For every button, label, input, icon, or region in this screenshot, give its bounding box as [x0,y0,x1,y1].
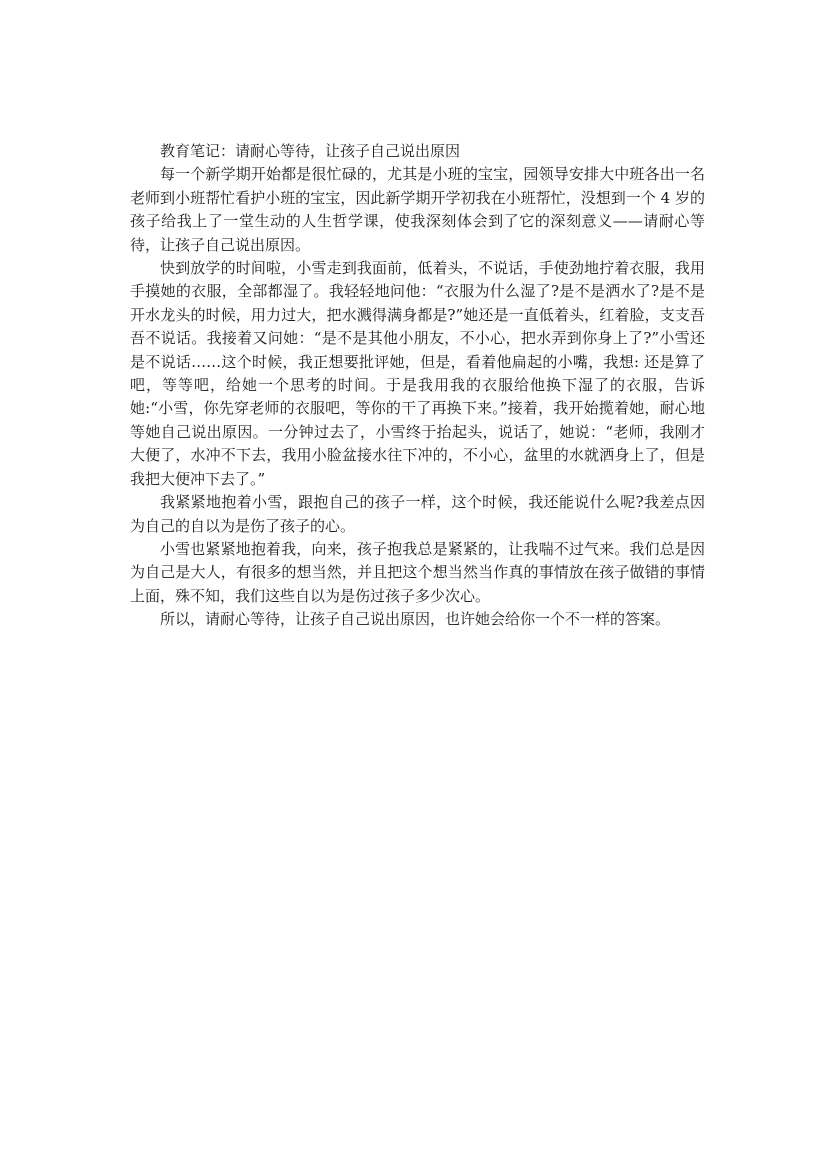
paragraph: 小雪也紧紧地抱着我，向来，孩子抱我总是紧紧的，让我喘不过气来。我们总是因为自己是大人，有很多的想当然，并且把这个想当然当作真的事情放在孩子做错的事情上面，殊不知，我们这些自以为是伤过孩子多少次心。 [130,539,705,605]
paragraph: 所以，请耐心等待，让孩子自己说出原因，也许她会给你一个不一样的答案。 [160,610,671,629]
document-body [130,140,705,632]
paragraph: 我紧紧地抱着小雪，跟抱自己的孩子一样，这个时候，我还能说什么呢?我差点因为自己的自以为是伤了孩子的心。 [130,493,705,535]
paragraph: 快到放学的时间啦，小雪走到我面前，低着头，不说话，手使劲地拧着衣服，我用手摸她的衣服，全部都湿了。我轻轻地问他：“衣服为什么湿了?是不是洒水了?是不是开水龙头的时候，用力过大，把水溅得满身都是?”她还是一直低着头，红着脸，支支吾吾不说话。我接着又问她：“是不是其他小朋友，不小心，把水弄到你身上了?”小雪还是不说话……这个时候，我正想要批评她，但是，看着他扁起的小嘴，我想: 还是算了吧，等等吧，给她一个思考的时间。于是我用我的衣服给他换下湿了的衣服，告诉她:“小雪，你先穿老师的衣服吧，等你的干了再换下来。”接着，我开始揽着她，耐心地等她自己说出原因。一分钟过去了，小雪终于抬起头，说话了，她说：“老师，我刚才大便了，水冲不下去，我用小脸盆接水往下冲的，不小心，盆里的水就洒身上了，但是我把大便冲下去了。” [130,259,705,488]
document-title: 教育笔记：请耐心等待，让孩子自己说出原因 [160,142,461,160]
paragraph: 每一个新学期开始都是很忙碌的，尤其是小班的宝宝，园领导安排大中班各出一名老师到小班帮忙看护小班的宝宝，因此新学期开学初我在小班帮忙，没想到一个 4 岁的孩子给我上了一堂生动的人生哲学课，使我深刻体会到了它的深刻意义——请耐心等待，让孩子自己说出原因。 [130,165,705,254]
